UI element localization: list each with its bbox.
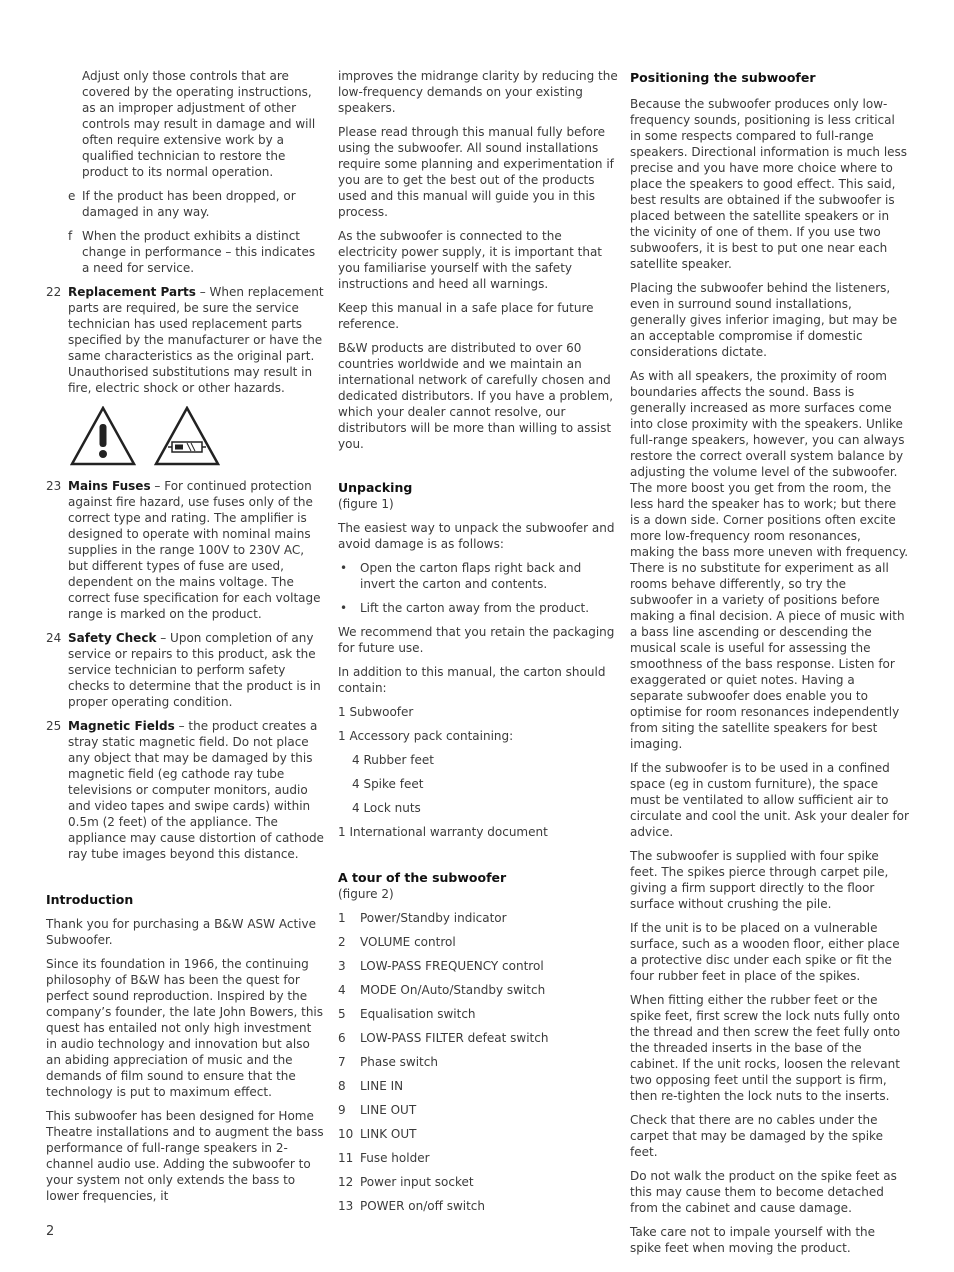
item-number: 24 <box>46 631 62 645</box>
tour-item-number: 4 <box>338 983 346 997</box>
tour-item-label: POWER on/off switch <box>360 1199 486 1213</box>
tour-list-item <box>338 1126 618 1142</box>
tour-list-item <box>338 1030 618 1046</box>
tour-item-label: LINK OUT <box>360 1127 417 1141</box>
tour-item-number: 5 <box>338 1007 346 1021</box>
tour-figure-ref: (figure 2) <box>338 887 394 901</box>
tour-item-number: 7 <box>338 1055 346 1069</box>
unpacking-paragraph-2: We recommend that you retain the packaging for future use. <box>338 625 615 655</box>
tour-list-item <box>338 1006 618 1022</box>
column-right <box>630 68 909 1264</box>
bullet-marker: • <box>340 561 348 575</box>
item-21f-letter: f <box>68 229 73 243</box>
tour-item-label: Fuse holder <box>360 1151 430 1165</box>
item-21e <box>46 188 326 220</box>
tour-list-item <box>338 910 618 926</box>
item-title: Safety Check <box>68 631 157 645</box>
item-text: – For continued protection against fire hazard, use fuses only of the correct type and rating. The amplifier is designed to operate with nominal mains supplies in the range 100V to 230V AC, but different types of fuse are used, dependent on the mains voltage. The correct fuse specification for each voltage range is marked on the product. <box>68 479 321 621</box>
contents-subitem: 4 Spike feet <box>352 777 424 791</box>
positioning-paragraph-8: Check that there are no cables under the carpet that may be damaged by the spike feet. <box>630 1113 883 1159</box>
tour-item-number: 3 <box>338 959 346 973</box>
bullet-text: Lift the carton away from the product. <box>360 601 590 615</box>
item-title: Mains Fuses <box>68 479 151 493</box>
item-21d-continued: Adjust only those controls that are covered by the operating instructions, as an improper adjustment of other controls may result in damage and will often require extensive work by a qualified technician to restore the product to its normal operation. <box>82 69 316 179</box>
tour-item-label: LINE OUT <box>360 1103 417 1117</box>
tour-item-number: 2 <box>338 935 346 949</box>
tour-item-number: 13 <box>338 1199 354 1213</box>
tour-list-item <box>338 1198 618 1214</box>
positioning-paragraph-1: Because the subwoofer produces only low-frequency sounds, positioning is less critical in some respects compared to full-range speakers. Directional information is much less precise and you have more choice where to place the speakers to good effect. This said, best results are obtained if the subwoofer is placed between the satellite speakers or in the vicinity of one of them. If you use two subwoofers, it is best to put one near each satellite speaker. <box>630 97 908 271</box>
warning-symbols <box>70 406 326 466</box>
item-text: – Upon completion of any service or repairs to this product, ask the service technician to perform safety checks to determine that the product is in proper operating condition. <box>68 631 321 709</box>
intro-paragraph-2: Since its foundation in 1966, the continuing philosophy of B&W has been the quest for perfect sound reproduction. Inspired by the company’s founder, the late John Bowers, this quest has entailed not only high investment in audio technology and innovation but also an abiding appreciation of music and the demands of film sound to ensure that the technology is put to maximum effect. <box>46 957 324 1099</box>
tour-item-label: Phase switch <box>360 1055 438 1069</box>
item-23-mains-fuses <box>46 478 326 622</box>
tour-list-item <box>338 1078 618 1094</box>
tour-item-label: Power/Standby indicator <box>360 911 507 925</box>
intro-paragraph-3: This subwoofer has been designed for Home Theatre installations and to augment the bass performance of full-range speakers in 2-channel audio use. Adding the subwoofer to your system not only extends the bass to lower frequencies, it <box>46 1109 324 1203</box>
contents-item: 1 Subwoofer <box>338 705 414 719</box>
item-22-replacement-parts <box>46 284 326 396</box>
tour-list-item <box>338 1174 618 1190</box>
item-21e-text: If the product has been dropped, or damaged in any way. <box>82 189 296 219</box>
contents-subitem: 4 Lock nuts <box>352 801 421 815</box>
positioning-paragraph-7: When fitting either the rubber feet or the spike feet, first screw the lock nuts fully onto the thread and then screw the feet fully onto the threaded inserts in the base of the cabinet. If the unit rocks, loosen the relevant two opposing feet until the support is firm, then re-tighten the lock nuts to the inserts. <box>630 993 901 1103</box>
tour-item-number: 8 <box>338 1079 346 1093</box>
positioning-paragraph-2: Placing the subwoofer behind the listeners, even in surround sound installations, generally gives inferior imaging, but may be an acceptable compromise if domestic considerations dictate. <box>630 281 898 359</box>
positioning-paragraph-5: The subwoofer is supplied with four spike feet. The spikes pierce through carpet pile, giving a firm support directly to the floor surface without crushing the pile. <box>630 849 889 911</box>
tour-item-label: LINE IN <box>360 1079 404 1093</box>
tour-list-item <box>338 982 618 998</box>
intro-paragraph-7: B&W products are distributed to over 60 countries worldwide and we maintain an international network of carefully chosen and dedicated distributors. If you have a problem, which your dealer cannot resolve, our distributors will be more than willing to assist you. <box>338 341 614 451</box>
item-25-magnetic-fields <box>46 718 326 862</box>
unpacking-bullet-2 <box>338 600 618 616</box>
tour-item-label: Equalisation switch <box>360 1007 476 1021</box>
item-21f-text: When the product exhibits a distinct change in performance – this indicates a need for service. <box>82 229 316 275</box>
fuse-warning-triangle-icon <box>154 406 220 466</box>
contents-item: 1 International warranty document <box>338 825 548 839</box>
introduction-heading: Introduction <box>46 892 134 907</box>
positioning-paragraph-6: If the unit is to be placed on a vulnerable surface, such as a wooden floor, either place a protective disc under each spike or fit the four rubber feet in place of the spikes. <box>630 921 900 983</box>
exclamation-warning-triangle-icon <box>70 406 136 466</box>
positioning-paragraph-4: If the subwoofer is to be used in a confined space (eg in custom furniture), the space must be ventilated to allow sufficient air to circulate and cool the unit. Ask your dealer for advice. <box>630 761 909 839</box>
tour-list-item <box>338 1102 618 1118</box>
item-21f <box>46 228 326 276</box>
positioning-heading: Positioning the subwoofer <box>630 70 816 85</box>
unpacking-figure-ref: (figure 1) <box>338 497 394 511</box>
tour-item-label: LOW-PASS FILTER defeat switch <box>360 1031 549 1045</box>
positioning-paragraph-10: Take care not to impale yourself with the spike feet when moving the product. <box>630 1225 876 1255</box>
intro-paragraph-1: Thank you for purchasing a B&W ASW Active Subwoofer. <box>46 917 316 947</box>
tour-item-number: 11 <box>338 1151 354 1165</box>
tour-item-label: VOLUME control <box>360 935 456 949</box>
item-text: – the product creates a stray static magnetic field. Do not place any object that may be damaged by this magnetic field (eg cathode ray tube televisions or computer monitors, audio and video tapes and swipe cards) within 0.5m (2 feet) of the appliance. The appliance may cause distortion of cathode ray tube images beyond this distance. <box>68 719 324 861</box>
column-middle <box>338 68 618 1222</box>
unpacking-paragraph-3: In addition to this manual, the carton should contain: <box>338 665 606 695</box>
tour-list-item <box>338 934 618 950</box>
tour-item-number: 12 <box>338 1175 354 1189</box>
unpacking-paragraph-1: The easiest way to unpack the subwoofer and avoid damage is as follows: <box>338 521 615 551</box>
tour-list-item <box>338 958 618 974</box>
tour-item-label: LOW-PASS FREQUENCY control <box>360 959 544 973</box>
bullet-text: Open the carton flaps right back and invert the carton and contents. <box>360 561 582 591</box>
tour-item-label: MODE On/Auto/Standby switch <box>360 983 546 997</box>
contents-subitem: 4 Rubber feet <box>352 753 434 767</box>
tour-item-number: 10 <box>338 1127 354 1141</box>
positioning-paragraph-3: As with all speakers, the proximity of room boundaries affects the sound. Bass is generally increased as more surfaces come into close proximity with the speakers. Unlike full-range speakers, however, you can always restore the correct overall system balance by adjusting the volume level of the subwoofer. The more boost you get from the room, the less hard the speaker has to work; but there is a down side. Corner positions often excite more low-frequency room resonances, making the bass more uneven with frequency. There is no substitute for experiment as all rooms behave differently, so try the subwoofer in a variety of positions before making a final decision. A piece of music with a bass line ascending or descending the musical scale is useful for assessing the smoothness of the bass response. Listen for exaggerated or quiet notes. Having a separate subwoofer does enable you to optimise for room resonances independently from siting the satellite speakers for best imaging. <box>630 369 909 751</box>
unpacking-bullet-1 <box>338 560 618 592</box>
item-number: 23 <box>46 479 62 493</box>
item-title: Replacement Parts <box>68 285 196 299</box>
intro-paragraph-6: Keep this manual in a safe place for future reference. <box>338 301 594 331</box>
page-number: 2 <box>46 1224 55 1239</box>
positioning-paragraph-9: Do not walk the product on the spike feet as this may cause them to become detached from the cabinet and cause damage. <box>630 1169 897 1215</box>
item-24-safety-check <box>46 630 326 710</box>
tour-heading: A tour of the subwoofer <box>338 870 507 885</box>
contents-item: 1 Accessory pack containing: <box>338 729 514 743</box>
tour-list-item <box>338 1150 618 1166</box>
item-21e-letter: e <box>68 189 76 203</box>
item-title: Magnetic Fields <box>68 719 175 733</box>
tour-item-label: Power input socket <box>360 1175 474 1189</box>
unpacking-heading: Unpacking <box>338 480 413 495</box>
tour-list <box>338 910 618 1214</box>
tour-item-number: 9 <box>338 1103 346 1117</box>
intro-paragraph-3-continued: improves the midrange clarity by reducing the low-frequency demands on your existing speakers. <box>338 69 618 115</box>
column-left <box>46 68 326 1212</box>
item-text: – When replacement parts are required, be sure the service technician has used replacement parts specified by the manufacturer or have the same characteristics as the original part. Unauthorised substitutions may result in fire, electric shock or other hazards. <box>68 285 324 395</box>
tour-list-item <box>338 1054 618 1070</box>
tour-item-number: 6 <box>338 1031 346 1045</box>
item-number: 25 <box>46 719 62 733</box>
intro-paragraph-4: Please read through this manual fully before using the subwoofer. All sound installations require some planning and experimentation if you are to get the best out of the products used and this manual will guide you in this process. <box>338 125 614 219</box>
bullet-marker: • <box>340 601 348 615</box>
intro-paragraph-5: As the subwoofer is connected to the electricity power supply, it is important that you familiarise yourself with the safety instructions and heed all warnings. <box>338 229 603 291</box>
tour-item-number: 1 <box>338 911 346 925</box>
item-number: 22 <box>46 285 62 299</box>
